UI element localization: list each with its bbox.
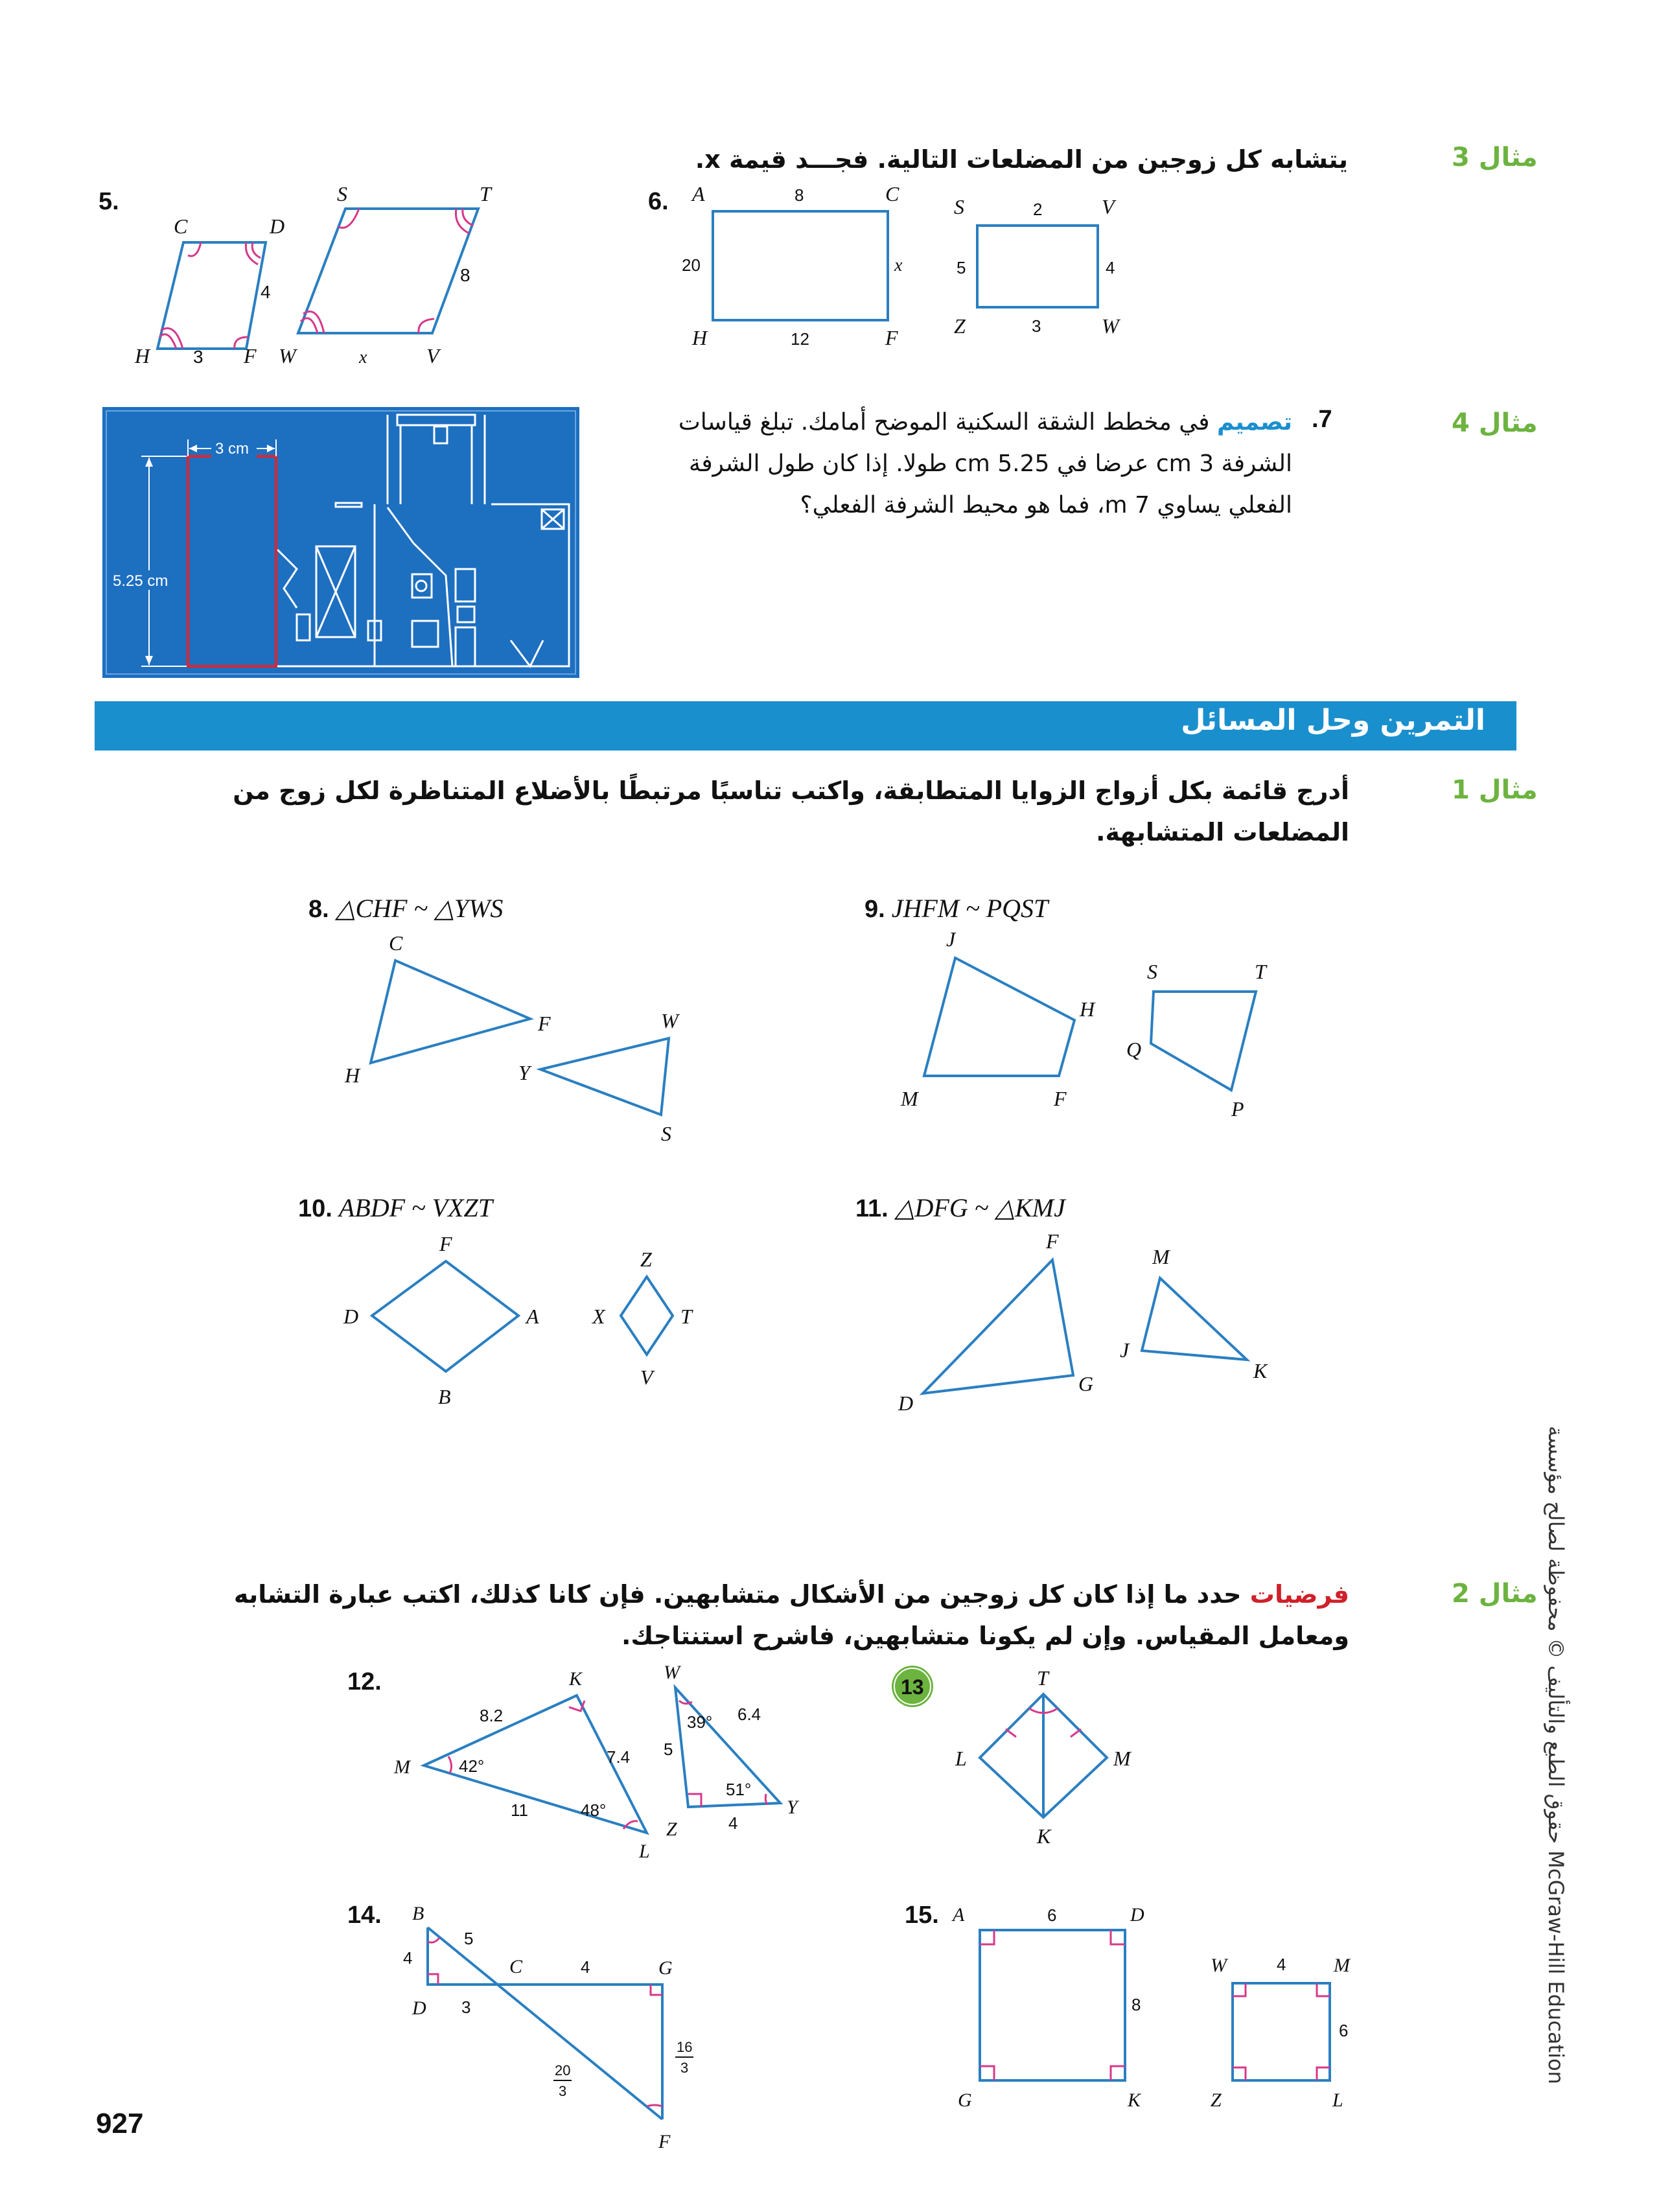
label: 6.4 xyxy=(737,1705,761,1724)
problem-12-number: 12. xyxy=(347,1668,382,1695)
label: M xyxy=(394,1756,410,1778)
label: M xyxy=(1113,1747,1131,1770)
label: 20 xyxy=(682,255,701,275)
problem-11-num: 11. xyxy=(855,1195,888,1222)
label: 8 xyxy=(460,265,470,285)
problem-10-statement: ABDF ~ VXZT xyxy=(338,1193,493,1222)
triangle-yws xyxy=(540,1038,669,1115)
problem-7-text xyxy=(579,402,1292,526)
label: 3 xyxy=(193,347,203,367)
label: Q xyxy=(1126,1038,1142,1061)
label: W xyxy=(1211,1955,1227,1976)
label: B xyxy=(412,1903,424,1924)
example-2-instruction xyxy=(118,1574,1349,1657)
label: S xyxy=(661,1122,671,1145)
label: W xyxy=(279,344,296,367)
label: x xyxy=(359,347,367,367)
label: F xyxy=(885,326,898,349)
arc-f xyxy=(647,2105,662,2106)
label: 4 xyxy=(581,1957,590,1977)
label: H xyxy=(135,344,150,367)
label: K xyxy=(569,1668,583,1690)
label: H xyxy=(692,326,708,349)
problem-7-line-1 xyxy=(579,402,1292,443)
problem-11-figure xyxy=(888,1225,1303,1432)
label: F xyxy=(439,1232,452,1255)
label: Y xyxy=(518,1061,530,1084)
label: 11 xyxy=(511,1800,528,1820)
arc-c xyxy=(188,242,201,256)
label: 39° xyxy=(687,1712,713,1732)
practice-banner xyxy=(95,701,1516,751)
problem-13-figure xyxy=(888,1659,1160,1867)
copyright-side xyxy=(1544,1426,1594,2084)
label: B xyxy=(438,1385,451,1408)
label: K xyxy=(1037,1824,1051,1848)
label: D xyxy=(898,1391,914,1415)
label: V xyxy=(426,344,439,367)
label: D xyxy=(412,1997,426,2019)
label: W xyxy=(1102,314,1119,338)
square-adkg xyxy=(980,1930,1125,2080)
banner-title: التمرين وحل المسائل xyxy=(1181,704,1485,737)
label: T xyxy=(1037,1666,1049,1690)
example-2-line-1 xyxy=(118,1574,1349,1615)
label: 6 xyxy=(1047,1905,1057,1925)
rectangle-achf xyxy=(713,211,888,320)
label: 3 xyxy=(1032,316,1041,336)
label: L xyxy=(955,1747,967,1770)
label: G xyxy=(1078,1372,1094,1395)
triangle-kmj xyxy=(1142,1278,1247,1360)
label: L xyxy=(1332,2090,1343,2111)
tick-tl xyxy=(1006,1729,1016,1737)
label: C xyxy=(509,1956,523,1977)
rhombus-abdf xyxy=(372,1261,518,1371)
label: D xyxy=(270,215,285,238)
label: J xyxy=(1120,1338,1130,1362)
arc-y xyxy=(765,1794,767,1804)
label: x xyxy=(894,255,903,275)
right-angle-d xyxy=(428,1974,438,1985)
problem-8-figure xyxy=(337,927,700,1147)
example-3-instruction: يتشابه كل زوجين من المضلعات التالية. فجـــد قيمة x. xyxy=(695,145,1348,174)
label: C xyxy=(885,182,899,205)
label: V xyxy=(1102,195,1115,218)
label: G xyxy=(958,2090,972,2111)
label: 51° xyxy=(726,1780,752,1799)
segment-bf xyxy=(428,1927,662,2119)
label: C xyxy=(174,215,188,238)
blueprint-height-label: 5.25 cm xyxy=(113,572,168,590)
design-keyword: تصميم xyxy=(1216,409,1292,436)
label: 3 xyxy=(559,2083,567,2099)
problem-8-num: 8. xyxy=(308,896,329,923)
problem-12-figure xyxy=(382,1659,823,1867)
rectangle-wmlz xyxy=(1233,1983,1330,2080)
example-1-label: مثال 1 xyxy=(1452,775,1538,805)
label: S xyxy=(954,195,964,218)
problem-7-line-2: الشرفة 3 cm عرضا في 5.25 cm طولا. إذا كان طول الشرفة xyxy=(689,450,1292,477)
label: Y xyxy=(787,1797,798,1818)
arc-b xyxy=(428,1938,439,1942)
label: A xyxy=(692,182,705,205)
example-3-label: مثال 3 xyxy=(1452,143,1538,172)
problem-7-line-1-text: في مخطط الشقة السكنية الموضح أمامك. تبلغ قياسات xyxy=(678,409,1217,436)
label: A xyxy=(526,1305,539,1328)
problem-8-statement: △CHF ~ △YWS xyxy=(335,894,504,923)
label: 2 xyxy=(1033,200,1043,219)
right-angle-k xyxy=(569,1701,585,1711)
label: S xyxy=(337,182,347,205)
triangle-chf xyxy=(371,960,530,1063)
hypotheses-keyword: فرضيات xyxy=(1249,1580,1349,1609)
label: W xyxy=(664,1662,680,1683)
label: M xyxy=(1334,1955,1350,1976)
label: 48° xyxy=(581,1800,607,1820)
label: Z xyxy=(954,314,966,338)
example-1-line-2: المضلعات المتشابهة. xyxy=(1096,818,1349,846)
quadrilateral-pqst xyxy=(1151,992,1256,1090)
label: Z xyxy=(640,1248,652,1271)
problem-14-figure xyxy=(389,1892,726,2165)
problem-9-figure xyxy=(888,927,1303,1147)
problem-10-number xyxy=(298,1193,493,1223)
label: F xyxy=(538,1012,551,1035)
label: D xyxy=(1130,1904,1144,1926)
label: 8 xyxy=(795,185,804,205)
label: T xyxy=(680,1305,692,1328)
label: 42° xyxy=(459,1756,485,1776)
problem-6-figure xyxy=(674,175,1141,363)
label: D xyxy=(343,1305,359,1328)
label: F xyxy=(1046,1229,1059,1253)
problem-9-num: 9. xyxy=(864,896,885,923)
label: A xyxy=(953,1904,965,1926)
label: H xyxy=(345,1064,360,1087)
label: T xyxy=(480,182,491,205)
problem-10-num: 10. xyxy=(298,1195,332,1222)
label: S xyxy=(1147,960,1157,983)
label: M xyxy=(1152,1245,1170,1268)
label: F xyxy=(244,344,257,367)
label: F xyxy=(1054,1087,1067,1110)
right-angle-g xyxy=(651,1985,662,1995)
label: 4 xyxy=(1277,1955,1286,1974)
label: V xyxy=(640,1366,653,1389)
label: L xyxy=(639,1841,650,1862)
label: 4 xyxy=(403,1948,413,1968)
label: K xyxy=(1128,2090,1141,2111)
example-2-line-2: ومعامل المقياس. وإن لم يكونا متشابهين، فاشرح استنتاجك. xyxy=(621,1622,1349,1650)
problem-14-number: 14. xyxy=(347,1902,382,1929)
parallelogram-stvw xyxy=(298,209,478,333)
label: 6 xyxy=(1339,2021,1349,2040)
problem-11-statement: △DFG ~ △KMJ xyxy=(894,1193,1065,1222)
label: 5 xyxy=(664,1740,673,1759)
label: H xyxy=(1080,997,1095,1021)
label: K xyxy=(1253,1359,1268,1382)
label: 5 xyxy=(464,1929,474,1948)
problem-9-statement: JHFM ~ PQST xyxy=(891,894,1049,923)
copyright-text: حقوق الطبع والتأليف © محفوظة لصالح مؤسسة McGraw-Hill Education xyxy=(1544,1426,1568,2084)
rhombus-vxzt xyxy=(621,1277,673,1355)
blueprint-image xyxy=(102,407,579,678)
label: 8.2 xyxy=(480,1706,504,1725)
rectangle-svwz xyxy=(977,226,1098,307)
label: X xyxy=(592,1305,605,1328)
problem-15-figure xyxy=(940,1892,1380,2113)
arc-d1 xyxy=(252,242,261,258)
problem-5-figure xyxy=(117,175,518,376)
label: W xyxy=(661,1009,679,1032)
label: 4 xyxy=(1106,258,1115,277)
label: T xyxy=(1255,960,1266,983)
problem-5-number: 5. xyxy=(99,188,119,215)
label: 20 xyxy=(555,2062,571,2078)
label: P xyxy=(1231,1097,1244,1121)
label: F xyxy=(658,2131,671,2152)
label: G xyxy=(658,1957,673,1979)
arc-w xyxy=(679,1701,692,1704)
problem-15-number: 15. xyxy=(905,1902,939,1929)
problem-11-number xyxy=(855,1193,1065,1223)
label: Z xyxy=(1211,2090,1222,2111)
blueprint-width-label: 3 cm xyxy=(215,440,249,458)
label: 5 xyxy=(957,258,966,277)
label: M xyxy=(901,1087,918,1110)
label: J xyxy=(946,927,956,951)
label: Z xyxy=(666,1819,677,1840)
triangle-dfg xyxy=(923,1260,1073,1393)
arc-w1 xyxy=(301,318,318,333)
label: 3 xyxy=(461,1997,471,2017)
label: 3 xyxy=(680,2060,689,2076)
label: C xyxy=(389,931,403,955)
example-4-label: مثال 4 xyxy=(1452,408,1538,438)
label: 7.4 xyxy=(607,1747,631,1767)
problem-6-number: 6. xyxy=(648,188,669,215)
label: 4 xyxy=(728,1813,738,1833)
example-2-line-1-text: حدد ما إذا كان كل زوجين من الأشكال متشابهين. فإن كانا كذلك، اكتب عبارة التشابه xyxy=(233,1580,1250,1609)
problem-7-number: .7 xyxy=(1312,406,1332,433)
label: 4 xyxy=(261,282,271,302)
label: 8 xyxy=(1131,1995,1141,2014)
label: 12 xyxy=(791,329,809,349)
problem-10-figure xyxy=(331,1225,745,1432)
right-angle-z xyxy=(688,1794,701,1807)
label: 16 xyxy=(677,2039,693,2055)
example-1-line-1: أدرج قائمة بكل أزواج الزوايا المتطابقة، واكتب تناسبًا مرتبطًا بالأضلاع المتناظرة لكل زوج من xyxy=(233,776,1349,805)
problem-7-line-3: الفعلي يساوي 7 m، فما هو محيط الشرفة الفعلي؟ xyxy=(800,492,1292,518)
page-number: 927 xyxy=(96,2108,144,2139)
problem-13-number: 13 xyxy=(901,1675,924,1699)
arc-t1 xyxy=(463,209,473,226)
problem-9-number xyxy=(864,893,1048,924)
tick-tm xyxy=(1071,1729,1081,1737)
problem-8-number xyxy=(308,893,503,924)
quadrilateral-jhfm xyxy=(924,958,1074,1076)
arc-m xyxy=(448,1756,452,1773)
example-2-label: مثال 2 xyxy=(1452,1579,1538,1609)
arc-h1 xyxy=(159,334,176,349)
example-1-instruction xyxy=(118,770,1349,853)
